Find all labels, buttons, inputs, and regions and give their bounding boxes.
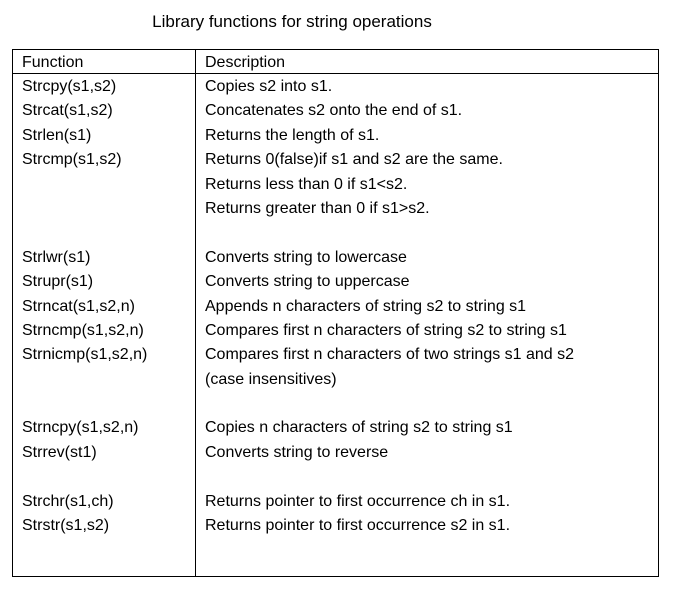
- description-cell: [205, 465, 574, 489]
- header-function: Function: [22, 54, 84, 71]
- description-cell: Converts string to lowercase: [205, 248, 407, 266]
- function-cell: [22, 392, 147, 416]
- description-cell: Returns greater than 0 if s1>s2.: [205, 199, 430, 217]
- function-cell: Strchr(s1,ch): [22, 492, 114, 510]
- function-cell: Strlen(s1): [22, 126, 92, 144]
- function-cell: Strupr(s1): [22, 273, 94, 291]
- header-description: Description: [205, 54, 286, 71]
- function-cell: Strrev(st1): [22, 443, 97, 461]
- function-cell: Strncmp(s1,s2,n): [22, 321, 144, 339]
- description-cell: (case insensitives): [205, 370, 337, 388]
- function-cell: Strcat(s1,s2): [22, 102, 113, 120]
- description-column: [205, 75, 574, 538]
- function-cell: Strncpy(s1,s2,n): [22, 419, 139, 437]
- function-cell: [22, 173, 147, 197]
- description-cell: Returns the length of s1.: [205, 126, 380, 144]
- description-cell: Converts string to uppercase: [205, 273, 410, 291]
- table-title: Library functions for string operations: [152, 12, 432, 31]
- function-cell: [22, 465, 147, 489]
- description-cell: Returns less than 0 if s1<s2.: [205, 175, 408, 193]
- description-cell: Compares first n characters of string s2 to string s1: [205, 321, 567, 339]
- function-cell: [22, 221, 147, 245]
- description-cell: Returns pointer to first occurrence s2 in s1.: [205, 517, 511, 535]
- description-cell: Returns 0(false)if s1 and s2 are the same.: [205, 151, 503, 169]
- description-cell: Copies n characters of string s2 to string s1: [205, 419, 513, 437]
- description-cell: Concatenates s2 onto the end of s1.: [205, 102, 463, 120]
- column-divider: [195, 50, 196, 576]
- description-cell: Copies s2 into s1.: [205, 78, 333, 95]
- function-cell: Strcpy(s1,s2): [22, 78, 117, 95]
- description-cell: [205, 221, 574, 245]
- function-cell: Strstr(s1,s2): [22, 517, 110, 535]
- function-cell: Strlwr(s1): [22, 248, 91, 266]
- function-cell: Strnicmp(s1,s2,n): [22, 346, 148, 364]
- function-cell: [22, 368, 147, 392]
- description-cell: Returns pointer to first occurrence ch in s1.: [205, 492, 511, 510]
- function-cell: [22, 197, 147, 221]
- function-cell: Strcmp(s1,s2): [22, 151, 122, 169]
- description-cell: Appends n characters of string s2 to string s1: [205, 297, 527, 315]
- description-cell: Converts string to reverse: [205, 443, 389, 461]
- function-column: [22, 75, 147, 538]
- description-cell: [205, 392, 574, 416]
- function-cell: Strncat(s1,s2,n): [22, 297, 135, 315]
- string-functions-table: [12, 49, 659, 577]
- description-cell: Compares first n characters of two strings s1 and s2: [205, 346, 575, 364]
- header-divider: [13, 73, 658, 74]
